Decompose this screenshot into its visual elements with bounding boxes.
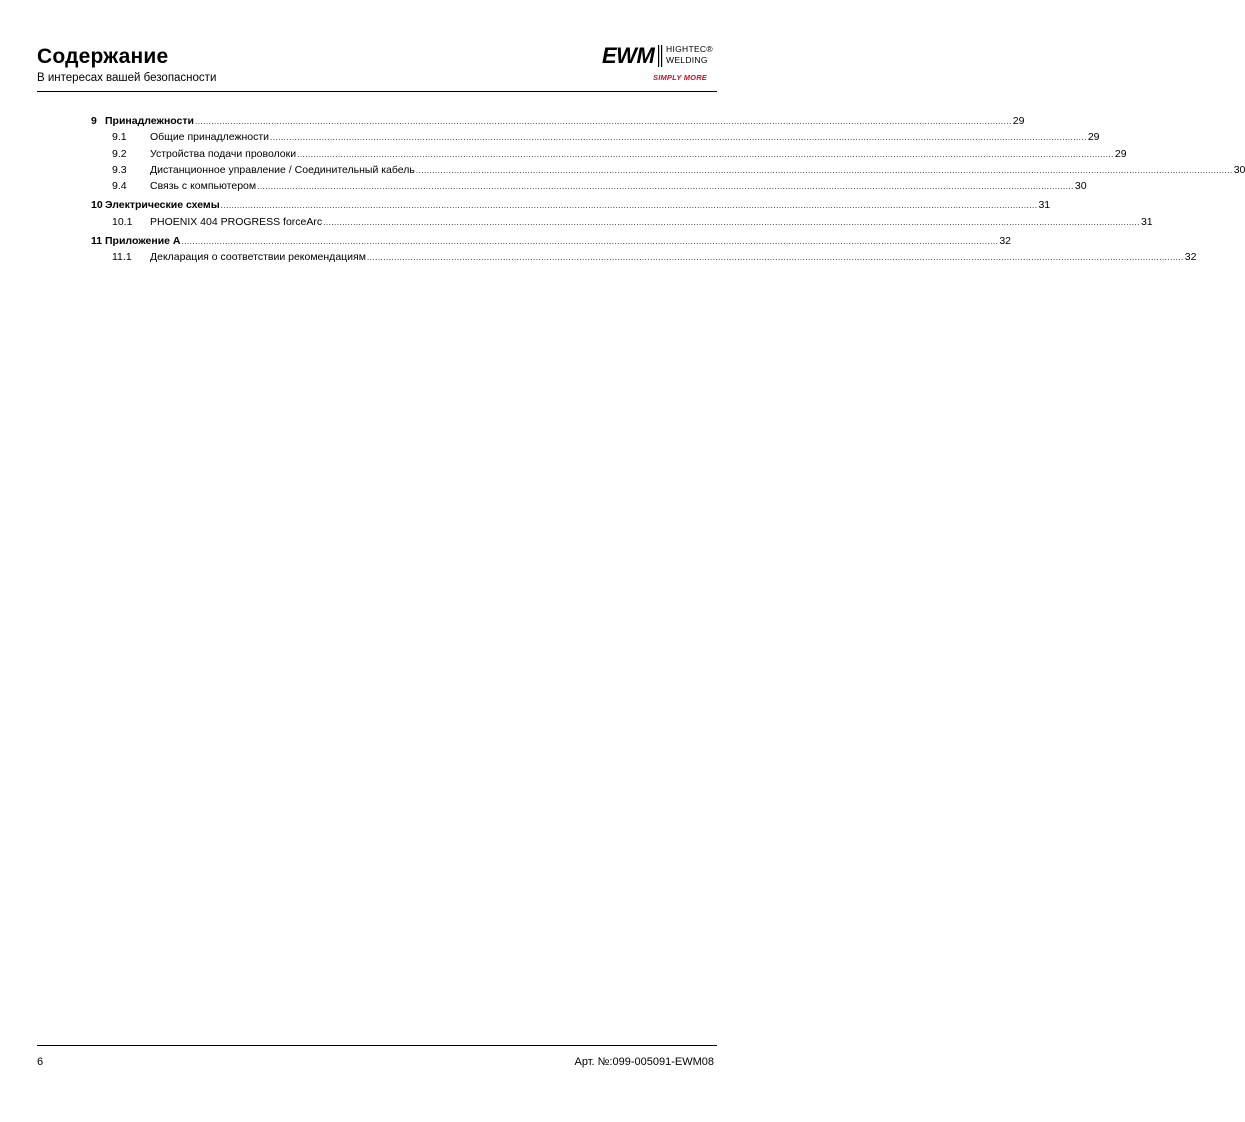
toc-entry-title: Декларация о соответствии рекомендациям bbox=[150, 251, 366, 264]
toc-section-entry[interactable] bbox=[80, 163, 1245, 179]
logo-welding: WELDING bbox=[666, 55, 708, 65]
toc-chapter-entry[interactable] bbox=[80, 234, 1011, 250]
toc-section-entry[interactable] bbox=[80, 147, 1127, 163]
toc-entry-title: Общие принадлежности bbox=[150, 131, 270, 144]
toc-entry-page: 29 bbox=[1012, 115, 1025, 127]
toc-dot-leader: ............................................................................................................................................................................................................................................................................................................ bbox=[181, 237, 999, 247]
page-title: Содержание bbox=[37, 45, 169, 68]
toc-chapter-entry[interactable] bbox=[80, 198, 1051, 214]
toc-entry-number: 9 bbox=[91, 115, 97, 127]
toc-dot-leader: ............................................................................................................................................................................................................................................................................................................ bbox=[220, 201, 1038, 211]
toc-entry-page: 29 bbox=[1114, 147, 1127, 160]
toc-section-entry[interactable] bbox=[80, 179, 1087, 195]
ewm-logo bbox=[600, 41, 718, 85]
toc-entry-title: Электрические схемы bbox=[105, 199, 220, 212]
table-of-contents bbox=[80, 114, 1245, 267]
logo-bars-icon bbox=[658, 45, 664, 67]
toc-entry-number: 10.1 bbox=[112, 215, 133, 228]
page-number: 6 bbox=[37, 1056, 44, 1068]
toc-entry-number: 11.1 bbox=[112, 251, 132, 264]
toc-entry-number: 9.1 bbox=[112, 131, 127, 144]
toc-entry-title: Дистанционное управление / Соединительный кабель bbox=[150, 163, 415, 176]
logo-hightec: HIGHTEC® bbox=[666, 44, 713, 54]
toc-entry-page: 29 bbox=[1087, 131, 1100, 144]
toc-entry-page: 30 bbox=[1074, 180, 1087, 193]
toc-chapter-entry[interactable] bbox=[80, 114, 1025, 130]
toc-section-entry[interactable] bbox=[80, 250, 1197, 266]
toc-entry-title: Связь с компьютером bbox=[150, 180, 257, 193]
toc-dot-leader: ............................................................................................................................................................................................................................................................................................................ bbox=[257, 182, 1074, 192]
toc-entry-page: 32 bbox=[999, 235, 1011, 248]
toc-entry-page: 31 bbox=[1140, 215, 1153, 228]
toc-entry-number: 9.3 bbox=[112, 163, 127, 176]
toc-dot-leader: ............................................................................................................................................................................................................................................................................................................ bbox=[366, 253, 1184, 263]
toc-dot-leader: ............................................................................................................................................................................................................................................................................................................ bbox=[323, 217, 1140, 227]
toc-section-entry[interactable] bbox=[80, 215, 1153, 231]
toc-entry-number: 9.2 bbox=[112, 147, 127, 160]
logo-brand: EWM bbox=[602, 43, 655, 68]
logo-slogan: SIMPLY MORE bbox=[653, 73, 708, 82]
article-number: Арт. №:099-005091-EWM08 bbox=[574, 1056, 714, 1068]
toc-dot-leader: ............................................................................................................................................................................................................................................................................................................ bbox=[195, 117, 1012, 126]
toc-dot-leader: ............................................................................................................................................................................................................................................................................................................ bbox=[415, 165, 1233, 175]
toc-entry-title: Приложение A bbox=[105, 235, 181, 248]
toc-dot-leader: ............................................................................................................................................................................................................................................................................................................ bbox=[270, 133, 1087, 143]
toc-entry-page: 31 bbox=[1038, 199, 1051, 212]
toc-entry-page: 30 bbox=[1233, 163, 1245, 176]
toc-entry-number: 9.4 bbox=[112, 180, 127, 193]
toc-entry-number: 11 bbox=[91, 235, 103, 248]
toc-section-entry[interactable] bbox=[80, 130, 1100, 146]
toc-entry-page: 32 bbox=[1184, 251, 1197, 264]
toc-dot-leader: ............................................................................................................................................................................................................................................................................................................ bbox=[297, 149, 1114, 159]
header-divider bbox=[37, 91, 717, 92]
toc-entry-title: Принадлежности bbox=[105, 115, 194, 127]
page-subtitle: В интересах вашей безопасности bbox=[37, 72, 217, 84]
toc-entry-title: Устройства подачи проволоки bbox=[150, 147, 297, 160]
toc-entry-number: 10 bbox=[91, 199, 103, 212]
footer-divider bbox=[37, 1045, 717, 1046]
toc-entry-title: PHOENIX 404 PROGRESS forceArc bbox=[150, 215, 323, 228]
